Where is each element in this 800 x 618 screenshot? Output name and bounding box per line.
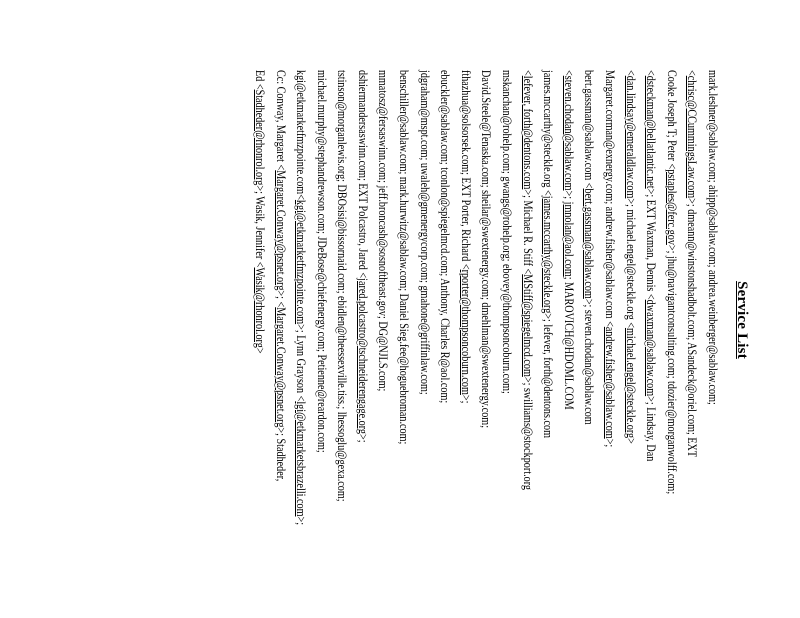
service-list-text: Ed <: [252, 70, 267, 90]
service-list-line: [641, 70, 662, 570]
service-list-document: [50, 70, 750, 570]
service-list-text: >; lefever, forth@dentons.com: [541, 313, 556, 439]
service-list-text: kgi@etkmarketfmzpointe.com: [294, 70, 309, 195]
email-link: lefever, forth@dentons.com: [520, 75, 535, 190]
service-list-line: [558, 70, 579, 570]
service-list-text: >; jhu@navigantconsulting.com; tdozier@morganwolff.com;: [664, 244, 679, 495]
service-list-line: [579, 70, 600, 570]
document-title: Service List: [734, 281, 750, 359]
service-list-line: [270, 70, 291, 570]
service-list-line: [291, 70, 312, 570]
service-list-text: ; MAROVICH@HDOML.COM: [561, 276, 576, 410]
service-list-text: >; dmeann@winstonshadbolt.com; ASandeck@oriel.com; EXT: [685, 198, 700, 458]
email-link: dsteckman@bellatlantic.net: [644, 75, 659, 189]
email-link: Wasik@rhonrol.org: [252, 267, 267, 348]
service-list-text: >; Stadheder,: [273, 427, 288, 482]
service-list-text: <: [294, 194, 309, 200]
service-list-text: >; swilliams@stockport.org: [520, 376, 535, 490]
email-link: bert.gassman@sablaw.com: [582, 188, 597, 299]
service-list-line: [661, 70, 682, 570]
service-list-text: mark.leshner@sablaw.com; ahipp@sablaw.com; andrea.weinberger@sablaw.com;: [706, 70, 720, 405]
service-list-text: >; michael.engel@steckle.org <: [623, 198, 638, 328]
service-list-text: michael.murphy@stephandrewson.com; JDeBose@chiefenergy.com; Petienne@reardon.com;: [314, 70, 329, 453]
service-list-line: [311, 70, 332, 570]
service-list-text: >; Wasik, Jennifer <: [252, 185, 267, 268]
service-list-text: <: [685, 70, 700, 76]
service-list-text: >; EXT Waxman, Dennis <: [644, 188, 659, 300]
service-list-text: >; Michael R. Stiff <: [520, 189, 535, 275]
email-link: steven.chodan@sablaw.com: [561, 75, 576, 191]
email-link: dan.lindsay@emeraldlaw.com: [623, 75, 638, 199]
service-list-line: [702, 70, 723, 570]
service-list-text: ebuckler@sablaw.com; tconlon@spiegelmcd.com; Anthony, Charles R@aol.com;: [438, 70, 453, 404]
service-list-line: [249, 70, 270, 570]
email-link: Stadheder@rhonrol.org: [252, 89, 267, 186]
email-link: pstaples@ferc.gov: [664, 169, 679, 245]
email-link: jmnolan@aol.com: [561, 201, 576, 277]
email-link: james.mccarthy@steckle.org: [541, 195, 556, 314]
email-link: kgi@etkmarketfmzpointe.com: [294, 199, 309, 325]
service-list-text: <: [520, 70, 535, 76]
email-link: chrisc@CCummingsLaw.com: [685, 75, 700, 199]
email-link: MStiff@spiegelmcd.com: [520, 274, 535, 377]
service-list-text: bert.gassman@sablaw.com <: [582, 70, 597, 189]
service-list-text: mmatosz@fersaswinn.com; jeff.broncash@sosnoftheast.gov; DG@NJLS.com;: [376, 70, 391, 392]
service-list-text: >; steven.chodan@sablaw.com: [582, 298, 597, 425]
service-list-line: [620, 70, 641, 570]
service-list-text: Margaret.corman@exnergy.com; andrew.fisher@sablaw.com <: [603, 70, 618, 327]
service-list-text: fthazhua@solsorsek.com; EXT Porter, Richard <: [458, 70, 473, 270]
service-list-text: tstinson@morganlewis.org; DBOsisi@bissornaid.com; ebidlen@theessexville.tiss.; lhessoglu@gexa.com;: [335, 70, 350, 502]
service-list-text: benschiller@sablaw.com; mark.hurwitz@sablaw.com; Daniel Sieg.fee@hoguebroman.com;: [397, 70, 412, 445]
service-list-text: <: [644, 70, 659, 76]
service-list-line: [517, 70, 538, 570]
service-list-text: >; Lynn Grayson <: [294, 324, 309, 402]
service-list-line: [352, 70, 373, 570]
service-list-line: [332, 70, 353, 570]
service-list-text: <: [561, 70, 576, 76]
service-list-text: >;: [561, 190, 576, 202]
service-list-text: >;: [603, 438, 618, 448]
service-list-line: [373, 70, 394, 570]
service-list-text: mskanchan@rohelp.com; gwangs@rohelp.org; ebovey@thompsoncoburn.com;: [500, 70, 515, 394]
service-list-line: [496, 70, 517, 570]
service-list-line: [455, 70, 476, 570]
service-list-line: [599, 70, 620, 570]
service-list-line: [414, 70, 435, 570]
service-list-line: [538, 70, 559, 570]
service-list-line: [394, 70, 415, 570]
email-link: andrew.fisher@sablaw.com: [603, 326, 618, 439]
service-list-text: >; <: [273, 290, 288, 308]
service-list-text: >; Lindsay, Dan: [644, 396, 659, 462]
email-link: jared.polcastro@tschneiderengage.org: [355, 278, 370, 435]
service-list-text: <: [623, 70, 638, 76]
email-link: michael.engel@steckle.org: [623, 327, 638, 439]
email-link: rporter@thompsoncoburn.com: [458, 269, 473, 395]
service-list-text: >;: [355, 434, 370, 443]
service-list-text: Cc: Conway, Margaret <: [273, 70, 288, 171]
service-list-text: dshiermandersaswinn.com; EXT Polcastro, Jared <: [355, 70, 370, 279]
service-list-text: David.Steele@Tenaska.com; sheilar@swextenergy.com; dmehlman@swextenergy.com;: [479, 70, 494, 429]
email-link: lgi@etkmarketsbrazelli.com: [294, 401, 309, 517]
service-list-line: [476, 70, 497, 570]
service-list-text: james.mccarthy@steckle.org <: [541, 70, 556, 196]
service-list-text: >: [623, 438, 638, 444]
service-list-text: >;: [458, 394, 473, 404]
email-link: Margaret.Conway@psnet.org: [273, 307, 288, 428]
service-list-body: [249, 70, 723, 570]
service-list-text: >: [252, 347, 267, 354]
service-list-line: [435, 70, 456, 570]
service-list-text: jdgraham@mspt.com; uwaleh@gmenergycorp.com; gmahone@griffinlaw.com;: [417, 70, 432, 395]
service-list-text: Cooke Joseph T; Peter <: [664, 70, 679, 170]
email-link: dwaxman@sablaw.com: [644, 299, 659, 397]
service-list-text: >;: [294, 516, 309, 526]
email-link: Margaret.Conway@psnet.org: [273, 170, 288, 291]
service-list-line: [682, 70, 703, 570]
